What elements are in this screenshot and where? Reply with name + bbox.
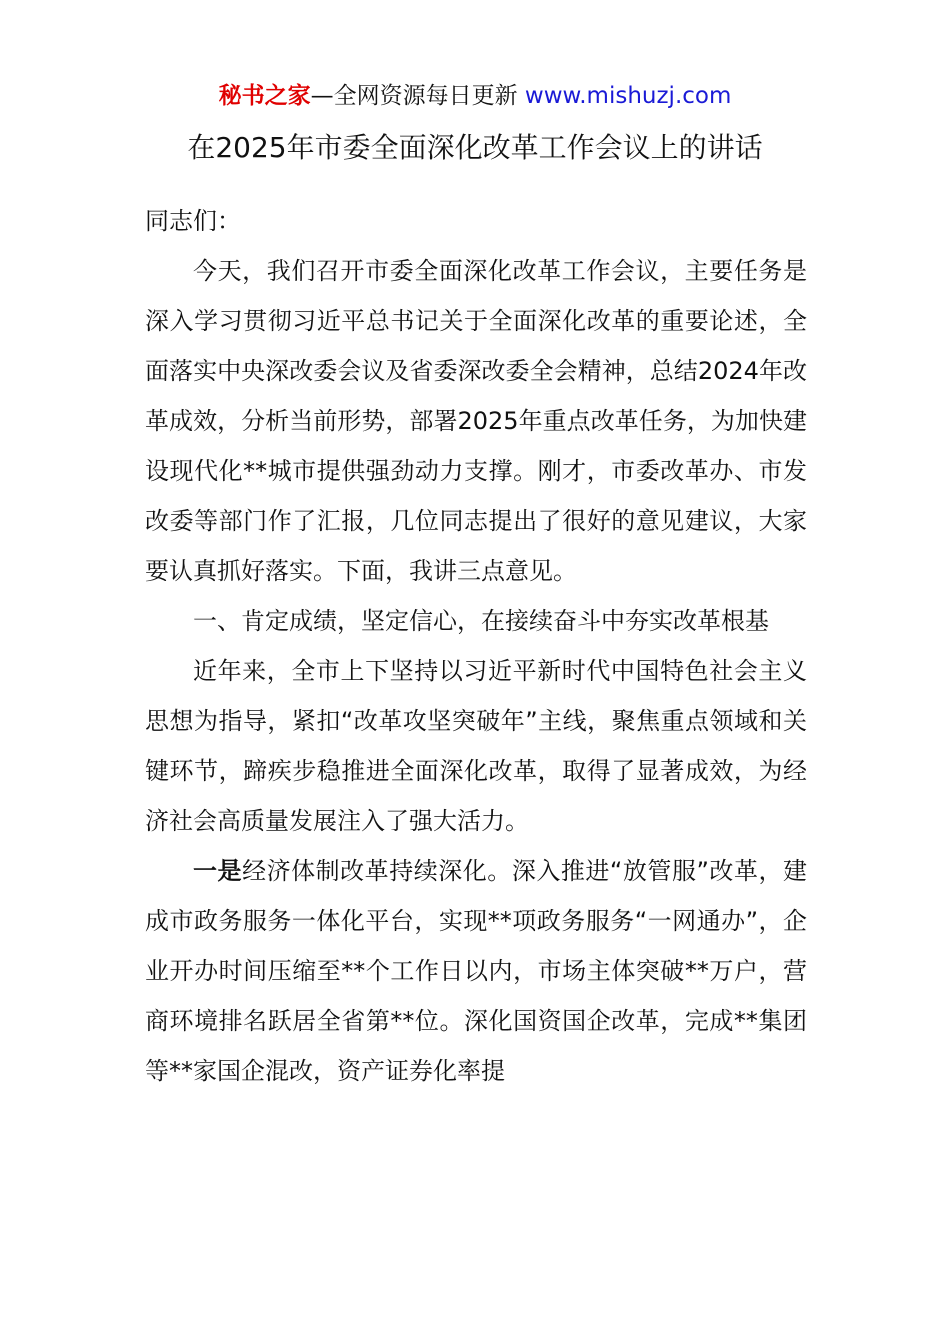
section-intro-paragraph: 近年来，全市上下坚持以习近平新时代中国特色社会主义思想为指导，紧扣“改革攻坚突破年”主线，聚焦重点领域和关键环节，蹄疾步稳推进全面深化改革，取得了显著成效，为经济社会高质量发展注入了强大活力。 bbox=[145, 657, 807, 835]
site-name: 秘书之家 bbox=[218, 83, 311, 109]
point-paragraph bbox=[145, 846, 807, 1096]
site-url-link[interactable]: www.mishuzj.com bbox=[524, 83, 732, 109]
site-header bbox=[0, 80, 950, 112]
document-body bbox=[145, 196, 807, 1096]
document-title: 在2025年市委全面深化改革工作会议上的讲话 bbox=[187, 131, 763, 164]
section-heading: 一、肯定成绩，坚定信心，在接续奋斗中夯实改革根基 bbox=[193, 607, 769, 635]
point-text: 经济体制改革持续深化。深入推进“放管服”改革，建成市政务服务一体化平台，实现**项政务服务“一网通办”，企业开办时间压缩至**个工作日以内，市场主体突破**万户，营商环境排名跃居全省第**位。深化国资国企改革，完成**集团等**家国企混改，资产证券化率提 bbox=[145, 857, 808, 1085]
salutation: 同志们： bbox=[145, 207, 241, 235]
point-lead: 一是 bbox=[193, 857, 243, 885]
intro-paragraph: 今天，我们召开市委全面深化改革工作会议，主要任务是深入学习贯彻习近平总书记关于全面深化改革的重要论述，全面落实中央深改委会议及省委深改委全会精神，总结2024年改革成效，分析当前形势，部署2025年重点改革任务，为加快建设现代化**城市提供强劲动力支撑。刚才，市委改革办、市发改委等部门作了汇报，几位同志提出了很好的意见建议，大家要认真抓好落实。下面，我讲三点意见。 bbox=[145, 257, 807, 585]
site-tagline: —全网资源每日更新 bbox=[310, 83, 518, 109]
